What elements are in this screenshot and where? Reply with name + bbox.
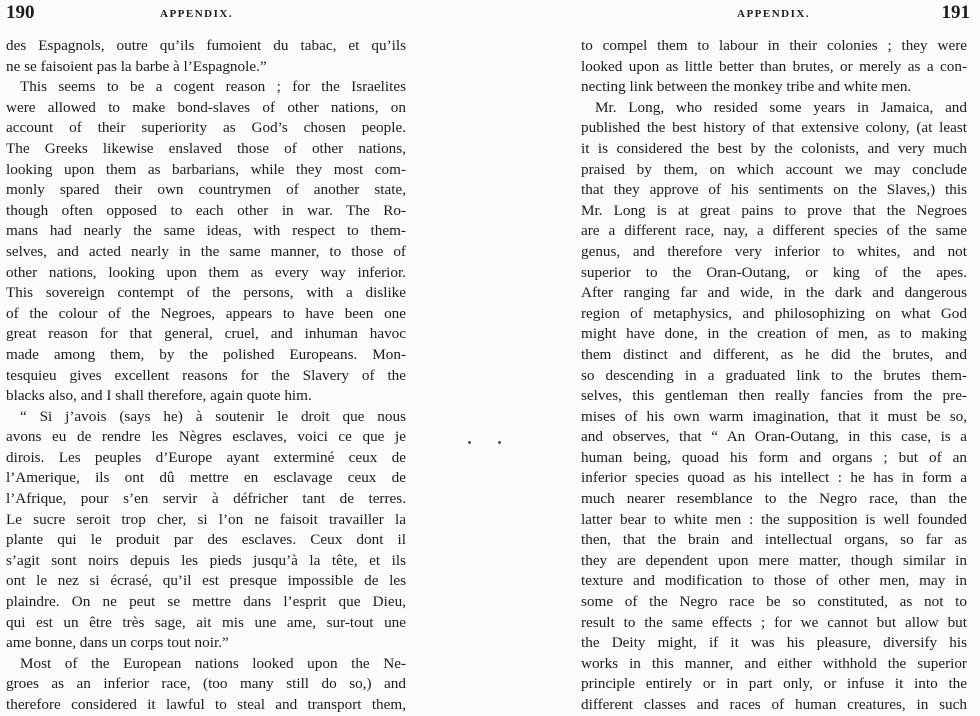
text-line: inferior species quoad as his intellect : he has in form a — [581, 469, 967, 487]
text-line: “ Si j’avois (says he) à soutenir le droit que nous — [20, 407, 406, 425]
text-line: mises of his own warm imagination, that it must be so, — [581, 407, 967, 425]
text-line: works in this manner, and either withhold the superior — [581, 654, 967, 672]
text-line: The Greeks likewise enslaved those of other nations, — [6, 139, 406, 157]
page-number: 191 — [941, 2, 970, 23]
right-page-header — [490, 2, 980, 26]
speck-mark — [468, 441, 471, 444]
text-line: mans had nearly the same ideas, with respect to them- — [6, 222, 406, 240]
text-line: necting link between the monkey tribe and white men. — [581, 78, 912, 96]
text-line: region of metaphysics, and philosophizing on what God — [581, 304, 967, 322]
text-line: plaindre. On ne peut se mettre dans l’esprit que Dieu, — [6, 593, 406, 611]
text-line: them distinct and different, as he did the brutes, and — [581, 345, 967, 363]
text-line: made among them, by the polished Europeans. Mon- — [6, 345, 406, 363]
text-line: they are dependent upon mere matter, though similar in — [581, 551, 967, 569]
text-line: human being, quoad his form and organs ; but of an — [581, 448, 967, 466]
left-page-body — [6, 36, 406, 716]
text-line: other nations, looking upon them as every way inferior. — [6, 263, 406, 281]
text-line: are a different race, nay, a different species of the same — [581, 222, 967, 240]
text-line: were allowed to make bond-slaves of other nations, on — [6, 98, 406, 116]
text-line: dirois. Les peuples d’Europe ayant exterminé ceux de — [6, 448, 406, 466]
text-line: so descending in a graduated link to the brutes them- — [581, 366, 967, 384]
text-line: Le sucre seroit trop cher, si l’on ne faisoit travailler la — [6, 510, 406, 528]
text-line: des Espagnols, outre qu’ils fumoient du tabac, et qu’ils — [6, 37, 406, 54]
text-line: monly spared their own countrymen of another state, — [6, 181, 406, 199]
text-line: it is considered the best by the colonists, and very much — [581, 139, 967, 157]
text-line: ame bonne, dans un corps tout noir.” — [6, 634, 229, 652]
left-page — [0, 0, 485, 713]
text-line: latter bear to white men : the supposition is well founded — [581, 510, 967, 528]
text-line: texture and modification to those of other men, may in — [581, 572, 967, 590]
text-line: different classes and races of human creatures, in such — [581, 696, 967, 713]
running-head: APPENDIX. — [160, 8, 234, 20]
text-line: l’Afrique, pour s’en servir à défricher tant de terres. — [6, 490, 406, 508]
right-page-body — [581, 36, 967, 716]
text-line: of the colour of the Negroes, appears to have been one — [6, 304, 406, 322]
text-line: the Deity might, if it was his pleasure, diversify his — [581, 634, 967, 652]
text-line: looked upon as little better than brutes, or merely as a con- — [581, 57, 967, 75]
text-line: then, that the brain and intellectual organs, so far as — [581, 531, 967, 549]
text-line: that they approve of his sentiments on the Slaves,) this — [581, 181, 967, 199]
text-line: looking upon them as barbarians, while they most com- — [6, 160, 406, 178]
text-line: might have done, in the creation of men, as to making — [581, 325, 967, 343]
text-line: praised by them, on which account we may conclude — [581, 160, 967, 178]
text-line: some of the Negro race be so constituted, as not to — [581, 593, 967, 611]
text-line: ont le nez si écrasé, qu’il est presque impossible de les — [6, 572, 406, 590]
text-line: tesquieu gives excellent reasons for the Slavery of the — [6, 366, 406, 384]
text-line: selves, and acted nearly in the same manner, to those of — [6, 242, 406, 260]
text-line: great reason for that general, cruel, and inhuman havoc — [6, 325, 406, 343]
text-line: plante qui le produit par des esclaves. Ceux dont il — [6, 531, 406, 549]
text-line: to compel them to labour in their colonies ; they were — [581, 37, 967, 54]
text-line: therefore considered it lawful to steal and transport them, — [6, 696, 406, 713]
text-line: qui est un être très sage, ait mis une ame, sur-tout une — [6, 613, 406, 631]
text-line: published the best history of that extensive colony, (at least — [581, 119, 967, 137]
text-line: Mr. Long is at great pains to prove that the Negroes — [581, 201, 967, 219]
text-line: though often opposed to each other in war. The Ro- — [6, 201, 406, 219]
running-head: APPENDIX. — [737, 8, 811, 20]
text-line: principle entirely or in part only, or infuse it into the — [581, 675, 967, 693]
text-line: After ranging far and wide, in the dark and dangerous — [581, 284, 967, 302]
text-line: avons eu de rendre les Nègres esclaves, voici ce que je — [6, 428, 406, 446]
text-line: account of their superiority as God’s chosen people. — [6, 119, 406, 137]
text-line: This seems to be a cogent reason ; for the Israelites — [20, 78, 406, 96]
text-line: and observes, that “ An Oran-Outang, in this case, is a — [581, 428, 967, 446]
text-line: much nearer resemblance to the Negro race, than the — [581, 490, 967, 508]
right-page — [490, 0, 980, 713]
text-line: blacks also, and I shall therefore, again quote him. — [6, 387, 312, 405]
text-line: groes as an inferior race, (too many still do so,) and — [6, 675, 406, 693]
speck-mark — [498, 441, 501, 444]
text-line: result to the same effects ; for we cannot but allow but — [581, 613, 967, 631]
text-line: s’agit sont noirs depuis les pieds jusqu’à la tête, et ils — [6, 551, 406, 569]
text-line: l’Amerique, ils ont dû mettre en esclavage ceux de — [6, 469, 406, 487]
text-line: genus, and therefore very inferior to whites, and not — [581, 242, 967, 260]
text-line: superior to the Oran-Outang, or king of the apes. — [581, 263, 967, 281]
text-line: This sovereign contempt of the persons, with a dislike — [6, 284, 406, 302]
text-line: ne se faisoient pas la barbe à l’Espagnole.” — [6, 57, 267, 75]
text-line: selves, this gentleman then really fancies from the pre- — [581, 387, 967, 405]
left-page-header — [0, 2, 485, 26]
text-line: Most of the European nations looked upon the Ne- — [20, 654, 406, 672]
text-line: Mr. Long, who resided some years in Jamaica, and — [595, 98, 967, 116]
page-number: 190 — [6, 2, 35, 23]
